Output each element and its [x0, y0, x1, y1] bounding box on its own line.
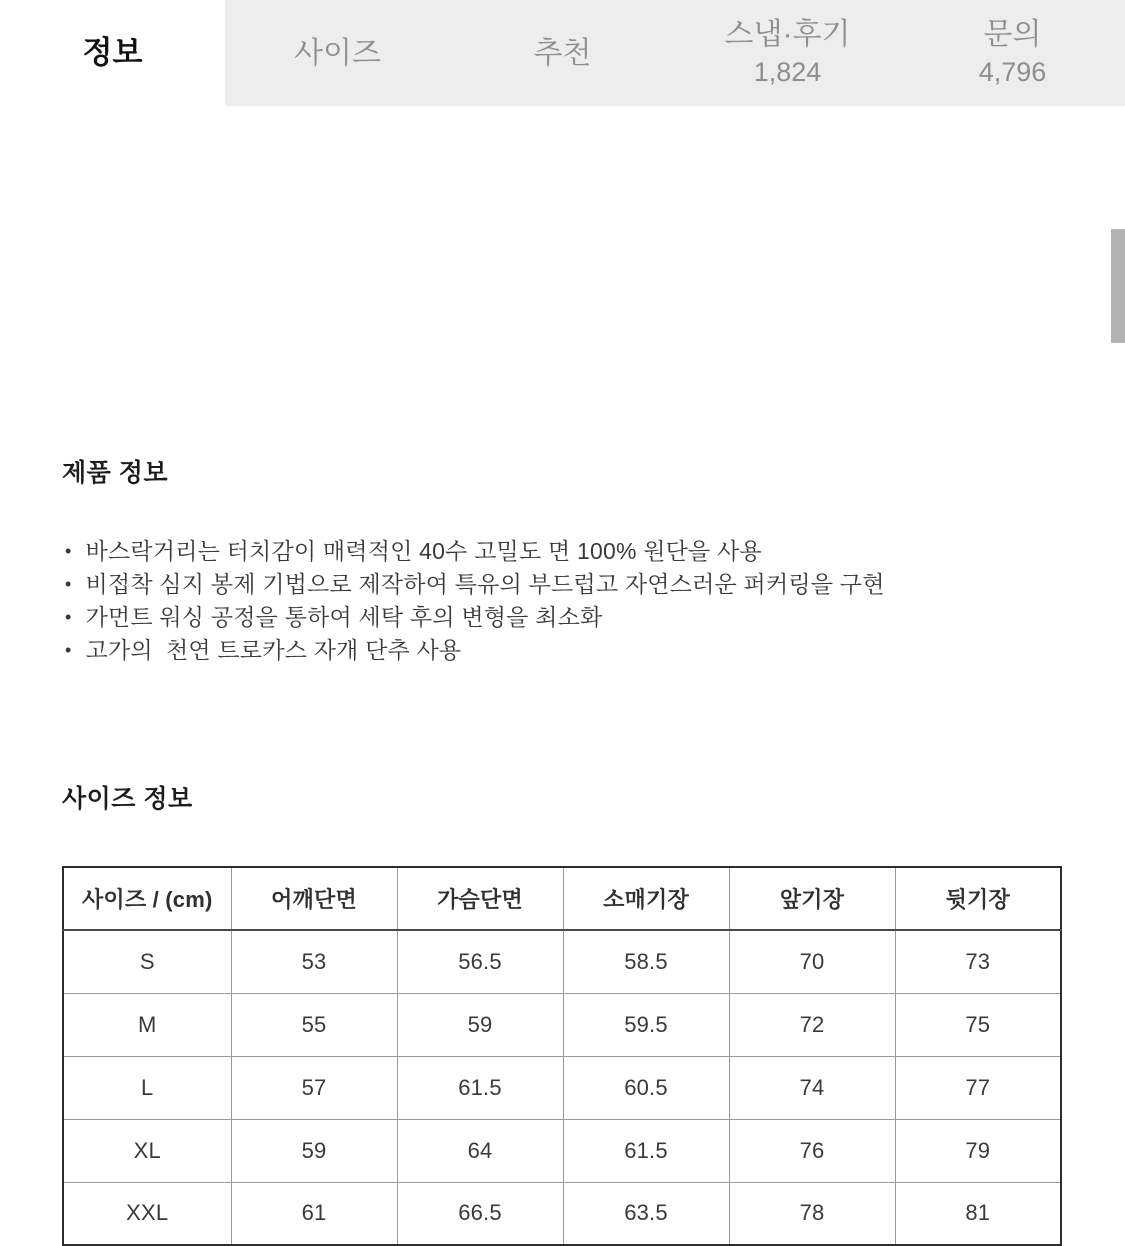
- bullet-dot-icon: •: [65, 541, 72, 561]
- tab-recommend-label: 추천: [533, 36, 592, 70]
- size-value-cell: 60.5: [563, 1056, 729, 1119]
- size-value-cell: 53: [231, 930, 397, 993]
- size-value-cell: 59: [231, 1119, 397, 1182]
- size-value-cell: 73: [895, 930, 1061, 993]
- tab-info[interactable]: [0, 0, 225, 106]
- size-label-cell: L: [63, 1056, 231, 1119]
- size-value-cell: 59: [397, 993, 563, 1056]
- tab-inquiries[interactable]: [900, 0, 1125, 106]
- bullet-text: 바스락거리는 터치감이 매력적인 40수 고밀도 면 100% 원단을 사용: [85, 538, 762, 564]
- size-value-cell: 79: [895, 1119, 1061, 1182]
- size-value-cell: 70: [729, 930, 895, 993]
- size-value-cell: 55: [231, 993, 397, 1056]
- size-value-cell: 72: [729, 993, 895, 1056]
- size-value-cell: 66.5: [397, 1182, 563, 1245]
- tab-snap-reviews-count: 1,824: [753, 57, 822, 88]
- tab-snap-reviews-label: 스냅·후기: [724, 18, 851, 52]
- size-table: [62, 866, 1062, 1246]
- size-value-cell: 61.5: [397, 1056, 563, 1119]
- size-table-row-l: [63, 1056, 1061, 1119]
- size-value-cell: 78: [729, 1182, 895, 1245]
- tab-size-label: 사이즈: [294, 36, 381, 70]
- size-table-header-cell: 소매기장: [563, 867, 729, 930]
- size-table-row-s: [63, 930, 1061, 993]
- bullet-dot-icon: •: [65, 640, 72, 660]
- tab-inquiries-label: 문의: [983, 18, 1042, 52]
- size-table-row-xl: [63, 1119, 1061, 1182]
- product-detail-tabbar: [0, 0, 1125, 106]
- tab-inquiries-count: 4,796: [978, 57, 1047, 88]
- size-label-cell: S: [63, 930, 231, 993]
- bullet-text: 비접착 심지 봉제 기법으로 제작하여 특유의 부드럽고 자연스러운 퍼커링을 구현: [85, 571, 885, 597]
- info-tab-content: [0, 453, 1125, 1246]
- bullet-dot-icon: •: [65, 574, 72, 594]
- size-table-header-cell: 어깨단면: [231, 867, 397, 930]
- tab-size[interactable]: [225, 0, 450, 106]
- size-label-cell: XL: [63, 1119, 231, 1182]
- scrollbar-thumb[interactable]: [1111, 229, 1125, 343]
- size-label-cell: XXL: [63, 1182, 231, 1245]
- size-value-cell: 63.5: [563, 1182, 729, 1245]
- product-info-heading: 제품 정보: [62, 459, 169, 487]
- size-table-header-cell: 가슴단면: [397, 867, 563, 930]
- tab-info-label: 정보: [82, 34, 143, 70]
- bullet-text: 고가의 천연 트로카스 자개 단추 사용: [85, 637, 462, 663]
- tab-recommend[interactable]: [450, 0, 675, 106]
- size-value-cell: 58.5: [563, 930, 729, 993]
- size-value-cell: 75: [895, 993, 1061, 1056]
- size-table-header-cell: 사이즈 / (cm): [63, 867, 231, 930]
- size-table-row-m: [63, 993, 1061, 1056]
- size-value-cell: 76: [729, 1119, 895, 1182]
- tab-snap-reviews[interactable]: [675, 0, 900, 106]
- size-value-cell: 81: [895, 1182, 1061, 1245]
- product-info-bullet: [62, 535, 1062, 568]
- size-table-body: [63, 930, 1061, 1245]
- size-value-cell: 57: [231, 1056, 397, 1119]
- size-value-cell: 59.5: [563, 993, 729, 1056]
- size-label-cell: M: [63, 993, 231, 1056]
- size-value-cell: 74: [729, 1056, 895, 1119]
- product-info-bullet: [62, 568, 1062, 601]
- size-table-header-cell: 앞기장: [729, 867, 895, 930]
- size-table-header-row: [63, 867, 1061, 930]
- size-value-cell: 64: [397, 1119, 563, 1182]
- bullet-dot-icon: •: [65, 607, 72, 627]
- size-value-cell: 77: [895, 1056, 1061, 1119]
- product-info-bullet: [62, 634, 1062, 667]
- size-table-header: [63, 867, 1061, 930]
- product-info-bullet: [62, 601, 1062, 634]
- size-value-cell: 56.5: [397, 930, 563, 993]
- size-value-cell: 61.5: [563, 1119, 729, 1182]
- size-info-heading: 사이즈 정보: [62, 785, 193, 813]
- bullet-text: 가먼트 워싱 공정을 통하여 세탁 후의 변형을 최소화: [85, 604, 603, 630]
- product-info-bullet-list: [62, 535, 1062, 667]
- size-value-cell: 61: [231, 1182, 397, 1245]
- size-table-row-xxl: [63, 1182, 1061, 1245]
- size-table-header-cell: 뒷기장: [895, 867, 1061, 930]
